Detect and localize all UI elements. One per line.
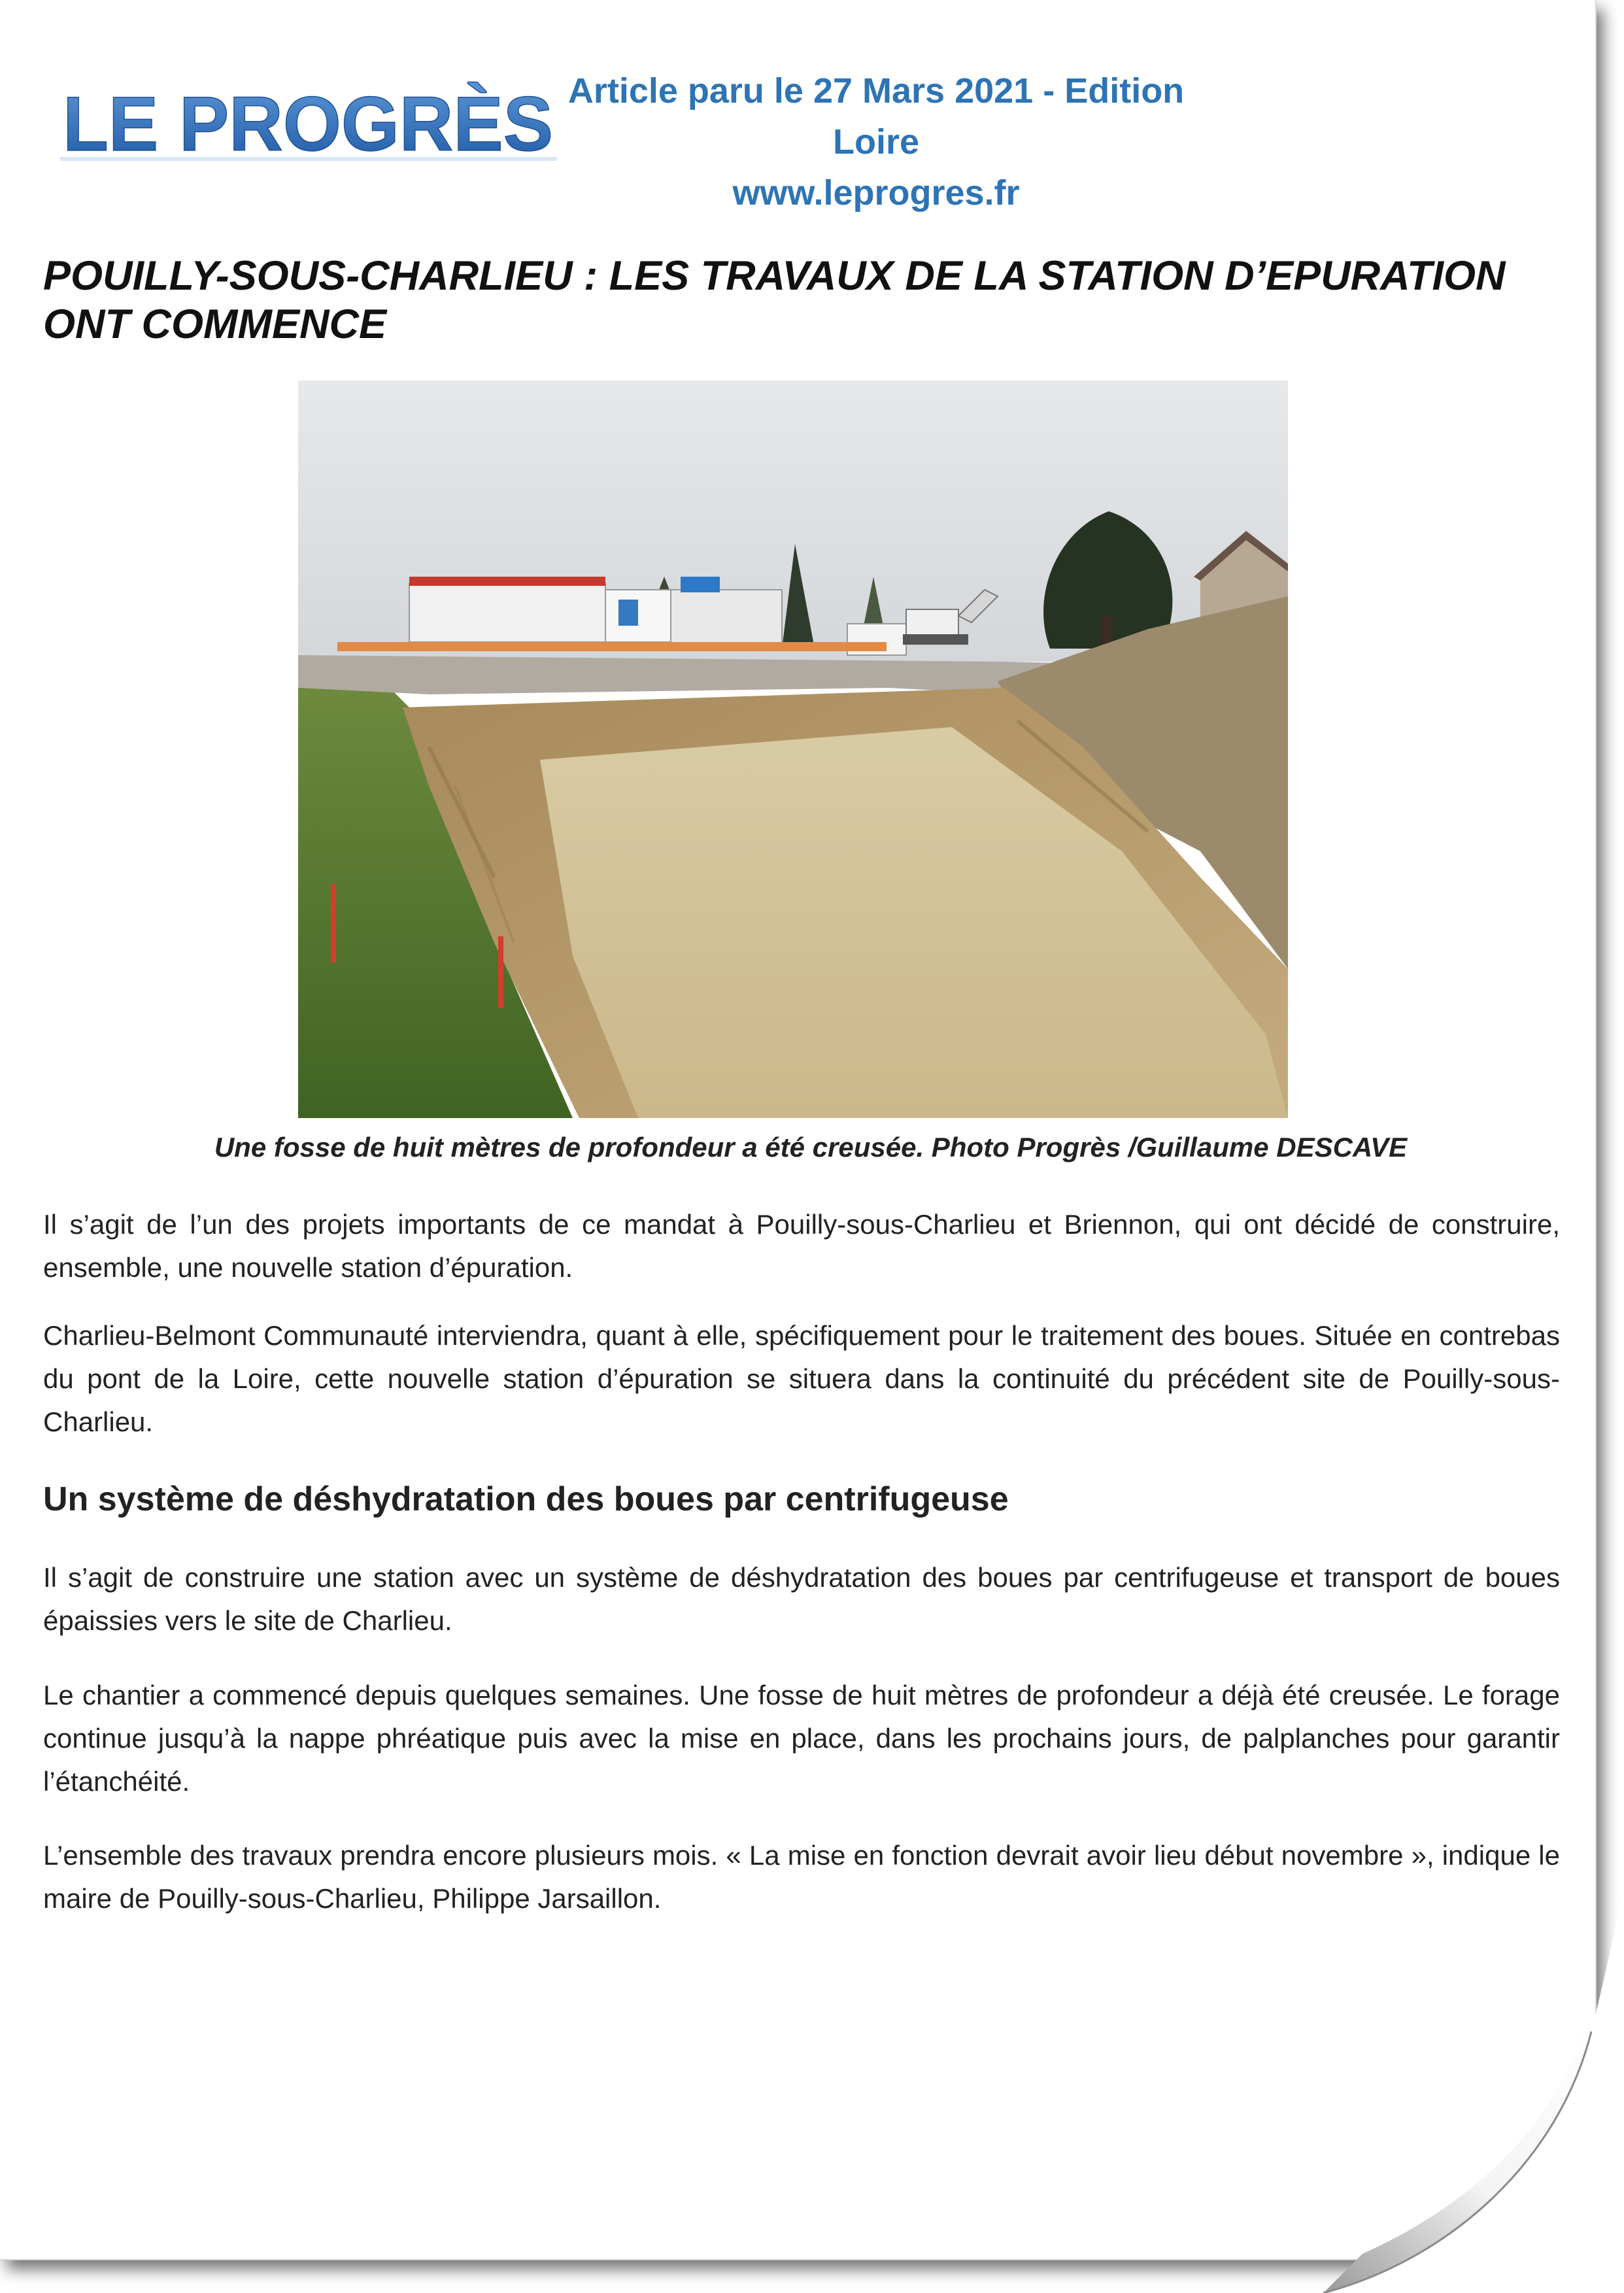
le-progres-logo xyxy=(60,80,557,165)
paragraph-2: Charlieu-Belmont Communauté interviendra, quant à elle, spécifiquement pour le traitement des boues. Située en contrebas du pont de la Loire, cette nouvelle station d’épuration se situera dans la continuité du précédent site de Pouilly-sous-Charlieu. xyxy=(43,1320,1560,1437)
paragraph-3: Il s’agit de construire une station avec un système de déshydratation des boues par centrifugeuse et transport de boues épaissies vers le site de Charlieu. xyxy=(43,1562,1560,1636)
paragraph-5: L’ensemble des travaux prendra encore plusieurs mois. « La mise en fonction devrait avoir lieu début novembre », indique le maire de Pouilly-sous-Charlieu, Philippe Jarsaillon. xyxy=(43,1840,1560,1914)
paragraph-1: Il s’agit de l’un des projets importants de ce mandat à Pouilly-sous-Charlieu et Briennon, qui ont décidé de construire, ensemble, une nouvelle station d’épuration. xyxy=(43,1209,1560,1283)
article-meta xyxy=(562,65,1190,218)
website-link[interactable]: www.leprogres.fr xyxy=(732,173,1020,212)
paragraph-4: Le chantier a commencé depuis quelques semaines. Une fosse de huit mètres de profondeur a déjà été creusée. Le forage continue jusqu’à la nappe phréatique puis avec la mise en place, dans les prochains jours, de palplanches pour garantir l’étanchéité. xyxy=(43,1680,1560,1797)
article-date: Article paru le 27 Mars 2021 - Edition Loire xyxy=(567,71,1185,161)
logo-text: LE PROGRÈS xyxy=(63,81,553,165)
article-title: POUILLY-SOUS-CHARLIEU : LES TRAVAUX DE LA STATION D’EPURATION ONT COMMENCE xyxy=(43,253,1506,347)
section-subheading: Un système de déshydratation des boues par centrifugeuse xyxy=(43,1480,1009,1518)
photo-caption: Une fosse de huit mètres de profondeur a été creusée. Photo Progrès /Guillaume DESCAVE xyxy=(214,1132,1408,1163)
construction-site-photo xyxy=(298,381,1288,1118)
